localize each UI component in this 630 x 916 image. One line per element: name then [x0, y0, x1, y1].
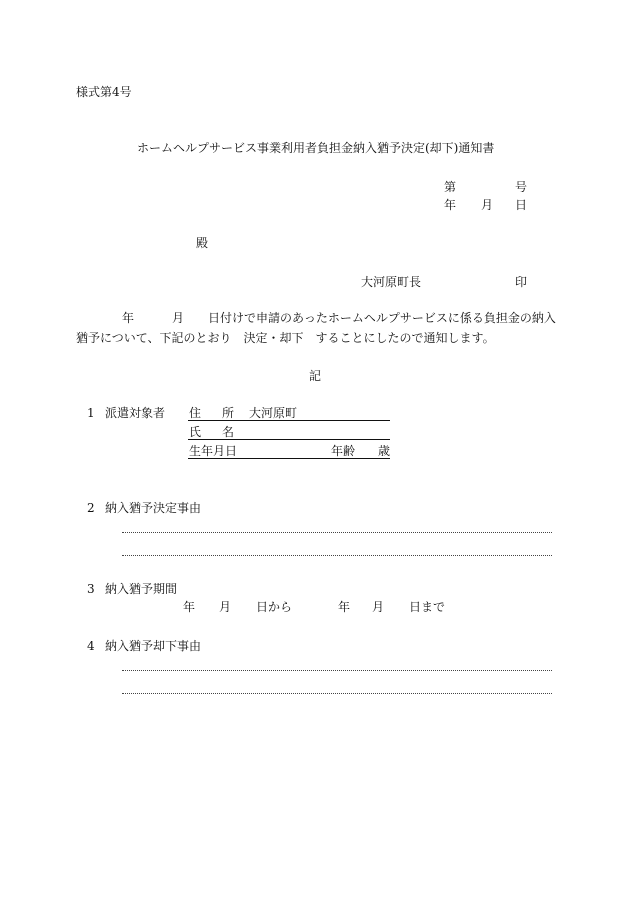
ki-marker: 記	[309, 369, 322, 383]
address-underline	[188, 420, 390, 421]
period-from-year: 年	[183, 600, 196, 614]
name-label-1: 氏	[189, 425, 202, 439]
item-4-label: 納入猶予却下事由	[105, 639, 202, 653]
item-1-label: 派遣対象者	[105, 406, 166, 420]
body-year: 年	[122, 311, 135, 325]
body-line2: 猶予について、下記のとおり 決定・却下 することにしたので通知します。	[76, 331, 495, 345]
item-1-number: 1	[87, 406, 95, 420]
period-to-year: 年	[338, 600, 351, 614]
period-to-month: 月	[372, 600, 385, 614]
doc-number-suffix: 号	[515, 180, 528, 194]
name-underline[interactable]	[188, 439, 390, 440]
body-month: 月	[172, 311, 185, 325]
item-2-label: 納入猶予決定事由	[105, 501, 202, 515]
period-to-day: 日まで	[409, 600, 446, 614]
issuer-name: 大河原町長	[361, 275, 422, 289]
doc-number-prefix: 第	[444, 180, 457, 194]
address-label-1: 住	[189, 406, 202, 420]
age-unit: 歳	[378, 444, 391, 458]
address-value[interactable]: 大河原町	[249, 406, 298, 420]
birth-age-underline[interactable]	[188, 458, 390, 459]
birth-label: 生年月日	[189, 444, 238, 458]
date-year: 年	[444, 198, 457, 212]
body-line1: 日付けで申請のあったホームヘルプサービスに係る負担金の納入	[208, 311, 556, 325]
date-month: 月	[481, 198, 494, 212]
addressee-honorific: 殿	[196, 236, 209, 250]
name-label-2: 名	[222, 425, 235, 439]
age-label: 年齢	[331, 444, 356, 458]
decision-reason-line-1[interactable]	[122, 532, 552, 533]
decision-reason-line-2[interactable]	[122, 555, 552, 556]
date-day: 日	[515, 198, 528, 212]
item-4-number: 4	[87, 639, 95, 653]
form-number: 様式第4号	[76, 85, 132, 99]
period-from-day: 日から	[256, 600, 293, 614]
seal-mark: 印	[515, 275, 528, 289]
rejection-reason-line-1[interactable]	[122, 670, 552, 671]
rejection-reason-line-2[interactable]	[122, 693, 552, 694]
item-2-number: 2	[87, 501, 95, 515]
document-title: ホームヘルプサービス事業利用者負担金納入猶予決定(却下)通知書	[137, 141, 495, 155]
period-from-month: 月	[219, 600, 232, 614]
item-3-label: 納入猶予期間	[105, 582, 178, 596]
item-3-number: 3	[87, 582, 95, 596]
address-label-2: 所	[222, 406, 235, 420]
